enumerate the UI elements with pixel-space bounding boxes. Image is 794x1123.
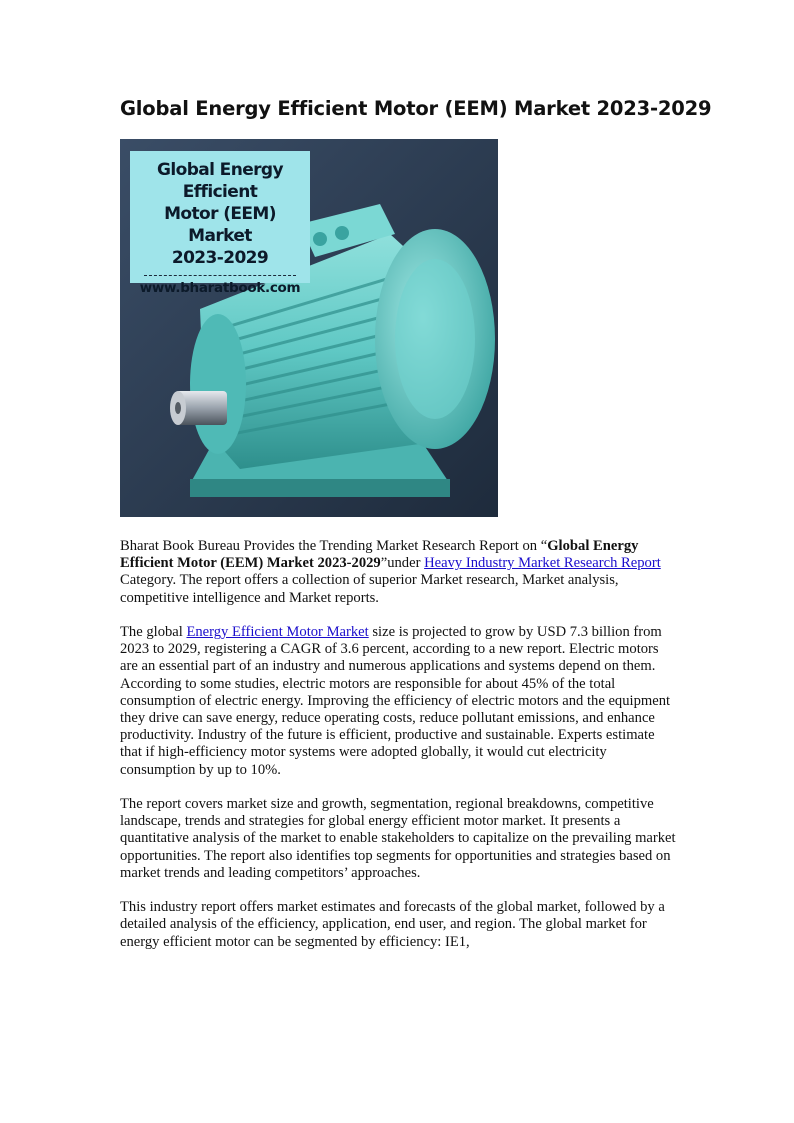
banner-title-line-3: 2023-2029 <box>171 248 269 268</box>
motor-image <box>120 139 498 517</box>
paragraph-market-size-text-b: size is projected to grow by USD 7.3 billion from 2023 to 2029, registering a CAGR of 3.6 percent, according to a new report. Electric motors are an essential part of an industry and numerous applications and systems depend on them. According to some studies, electric motors are responsible for about 45% of the total consumption of electric energy. Improving the efficiency of electric motors and the equipment they drive can save energy, reduce operating costs, reduce pollutant emissions, and enhance productivity. Industry of the future is efficient, productive and sustainable. Experts estimate that if high-efficiency motor systems were adopted globally, it would cut electricity consumption by up to 10%. <box>120 624 671 778</box>
article-body <box>120 538 680 968</box>
paragraph-report-coverage: The report covers market size and growth, segmentation, regional breakdowns, competitive landscape, trends and strategies for global energy efficient motor market. It presents a quantitative analysis of the market to enable stakeholders to capitalize on the prevailing market opportunities. The report also identifies top segments for opportunities and strategies based on market trends and leading competitors’ approaches. <box>120 796 676 881</box>
banner-divider <box>144 275 296 276</box>
energy-efficient-motor-market-link[interactable]: Energy Efficient Motor Market <box>186 624 369 640</box>
page-title: Global Energy Efficient Motor (EEM) Market 2023-2029 <box>120 97 712 120</box>
heavy-industry-report-link[interactable]: Heavy Industry Market Research Report <box>424 555 661 572</box>
banner-url: www.bharatbook.com <box>139 280 301 296</box>
banner-title-line-2: Motor (EEM) Market <box>164 204 276 246</box>
paragraph-market-size-text-a: The global <box>120 624 187 640</box>
paragraph-market-size <box>120 624 680 779</box>
paragraph-intro-text-a: Bharat Book Bureau Provides the Trending Market Research Report on “ <box>120 538 548 554</box>
paragraph-intro <box>120 538 680 607</box>
paragraph-intro-text-b: ”under <box>380 555 425 572</box>
paragraph-segmentation: This industry report offers market estimates and forecasts of the global market, followed by a detailed analysis of the efficiency, application, end user, and region. The global market for energy efficient motor can be segmented by efficiency: IE1, <box>120 899 665 950</box>
banner-title-line-1: Global Energy Efficient <box>157 160 283 202</box>
image-banner <box>130 151 310 296</box>
paragraph-intro-text-c: Category. The report offers a collection of superior Market research, Market analysis, competitive intelligence and Market reports. <box>120 572 619 606</box>
report-name-bold: Global Energy Efficient Motor (EEM) Market 2023-2029 <box>120 538 639 572</box>
